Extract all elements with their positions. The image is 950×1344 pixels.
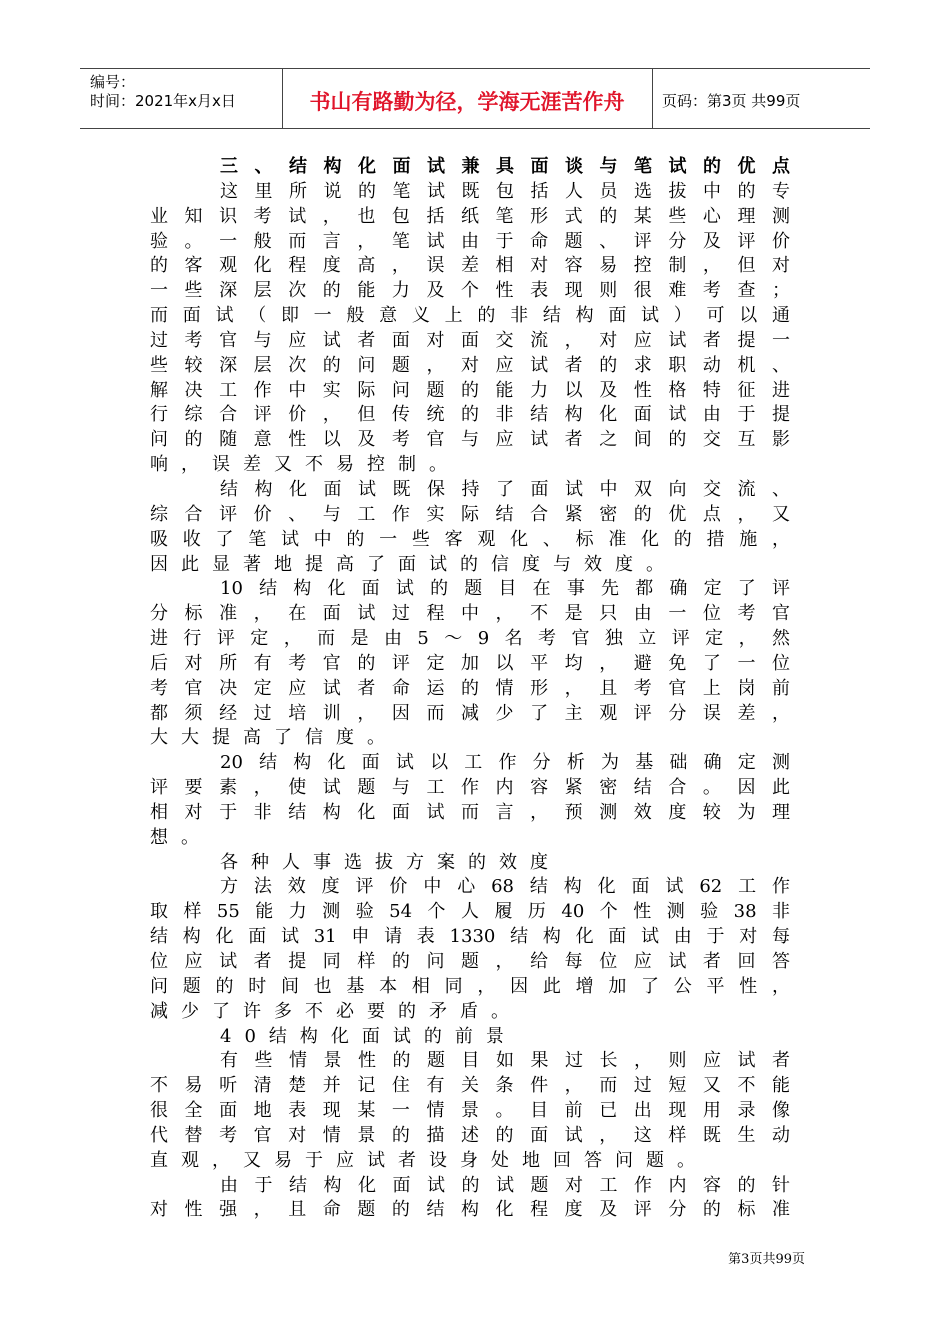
body-line: 考官决定应试者命运的情形，且考官上岗前	[150, 677, 790, 699]
body-line: 业知识考试，也包括纸笔形式的某些心理测	[150, 205, 790, 227]
body-line: 而面试（即一般意义上的非结构面试）可以通	[150, 305, 790, 327]
body-line: 方法效度评价中心68结构化面试62工作	[220, 876, 790, 898]
body-line: 相对于非结构化面试而言，预测效度较为理	[150, 801, 790, 823]
body-line: 代替考官对情景的描述的面试，这样既生动	[150, 1124, 790, 1146]
body-line: 后对所有考官的评定加以平均，避免了一位	[150, 652, 790, 674]
body-line: 行综合评价，但传统的非结构化面试由于提	[150, 404, 790, 426]
body-line: 综合评价、与工作实际结合紧密的优点，又	[150, 503, 790, 525]
page-info: 页码：第3页 共99页	[662, 92, 801, 110]
body-line: 一些深层次的能力及个性表现则很难考查；	[150, 280, 790, 302]
body-line: 吸收了笔试中的一些客观化、标准化的措施，	[150, 528, 790, 550]
body-line: 分标准，在面试过程中，不是只由一位考官	[150, 603, 790, 625]
body-line: 大大提高了信度。	[150, 727, 398, 749]
body-line: 验。一般而言，笔试由于命题、评分及评价	[150, 230, 790, 252]
body-line: 的客观化程度高，误差相对容易控制，但对	[150, 255, 790, 277]
body-line: 各种人事选拔方案的效度	[220, 851, 561, 873]
body-line: 评要素，使试题与工作内容紧密结合。因此	[150, 777, 790, 799]
body-line: 响，误差又不易控制。	[150, 454, 460, 476]
body-line: 取样55能力测验54个人履历40个性测验38非	[150, 901, 790, 923]
body-line: 位应试者提同样的问题，给每位应试者回答	[150, 951, 790, 972]
body-line: 20结构化面试以工作分析为基础确定测	[220, 752, 790, 774]
body-line: 不易听清楚并记住有关条件，而过短又不能	[150, 1075, 790, 1097]
body-line: 些较深层次的问题，对应试者的求职动机、	[150, 354, 790, 376]
header-top-rule	[80, 68, 870, 69]
body-line: 都须经过培训，因而减少了主观评分误差，	[150, 702, 790, 724]
body-line: 10结构化面试的题目在事先都确定了评	[220, 578, 790, 600]
body-line: 由于结构化面试的试题对工作内容的针	[220, 1174, 790, 1196]
body-line: 解决工作中实际问题的能力以及性格特征进	[150, 379, 790, 401]
body-line: 想。	[150, 826, 212, 848]
body-line: 结构化面试31申请表1330结构化面试由于对每	[150, 926, 790, 948]
document-body	[150, 155, 790, 1223]
body-line: 这里所说的笔试既包括人员选拔中的专	[220, 180, 790, 202]
header-bottom-rule	[80, 128, 870, 129]
date-text: 时间：2021年x月x日	[90, 92, 236, 110]
body-line: 减少了许多不必要的矛盾。	[150, 1000, 522, 1022]
body-line: 很全面地表现某一情景。目前已出现用录像	[150, 1100, 790, 1122]
body-line: 40结构化面试的前景	[220, 1025, 517, 1047]
body-line: 过考官与应试者面对面交流，对应试者提一	[150, 329, 790, 351]
body-line: 结构化面试既保持了面试中双向交流、	[220, 478, 790, 500]
body-line: 直观，又易于应试者设身处地回答问题。	[150, 1149, 708, 1171]
serial-label: 编号：	[90, 73, 136, 91]
page-footer: 第3页共99页	[728, 1252, 805, 1267]
body-line: 问的随意性以及考官与应试者之间的交互影	[150, 429, 790, 451]
section-title: 三、结构化面试兼具面谈与笔试的优点	[220, 156, 790, 177]
body-line: 对性强，且命题的结构化程度及评分的标准	[150, 1199, 790, 1221]
body-line: 问题的时间也基本相同，因此增加了公平性，	[150, 975, 790, 997]
header-divider-right	[652, 68, 653, 128]
body-line: 进行评定，而是由5～9名考官独立评定，然	[150, 628, 790, 650]
body-line: 有些情景性的题目如果过长，则应试者	[220, 1050, 790, 1072]
motto-text: 书山有路勤为径，学海无涯苦作舟	[309, 90, 625, 114]
body-line: 因此显著地提高了面试的信度与效度。	[150, 553, 677, 575]
